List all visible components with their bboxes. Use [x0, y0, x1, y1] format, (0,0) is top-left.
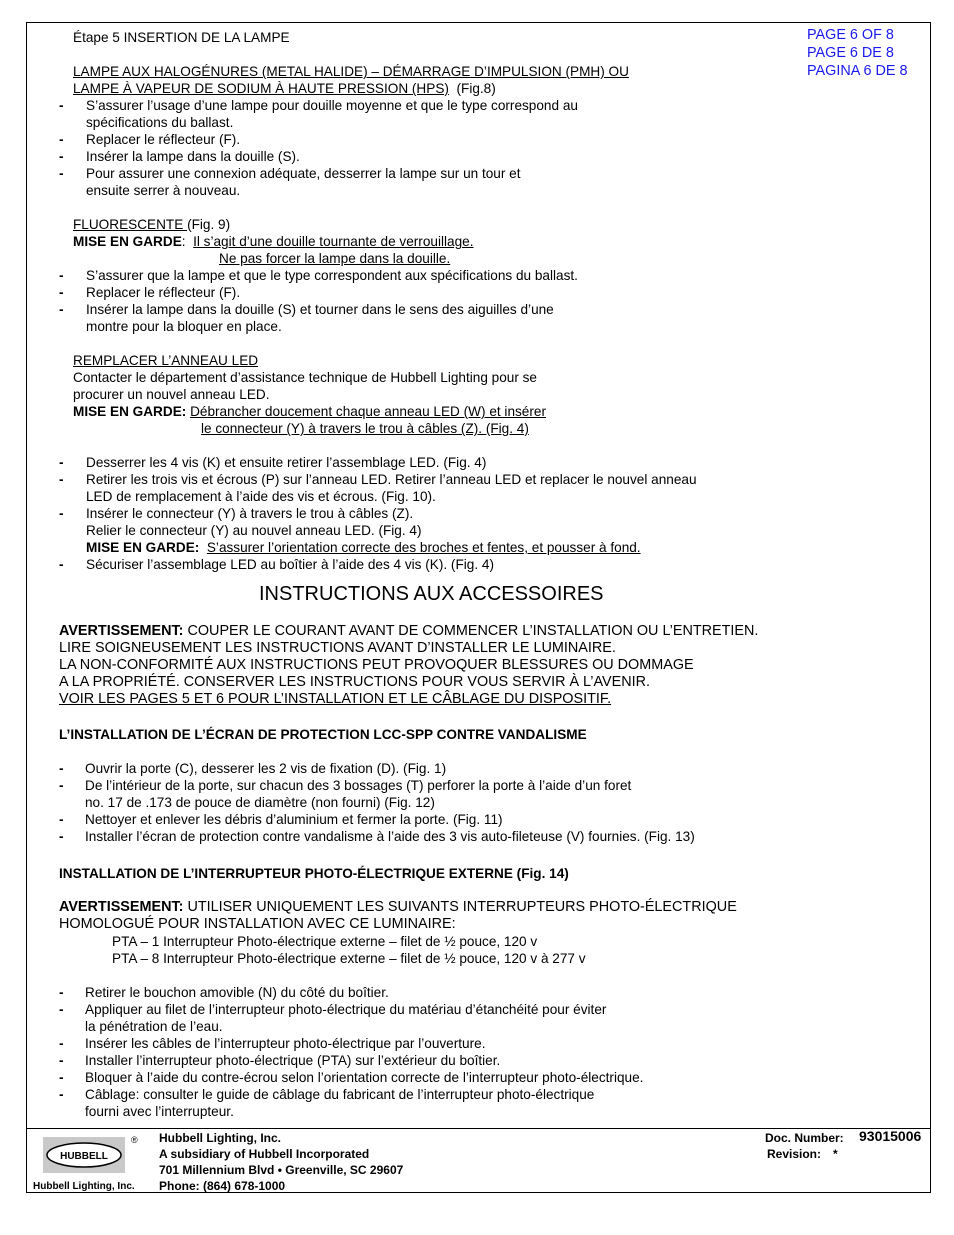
list-bullet: -: [59, 829, 64, 844]
fluorescent-caution-text-1: Il s’agit d’une douille tournante de verrouillage.: [193, 234, 474, 249]
warning-line-5: VOIR LES PAGES 5 ET 6 POUR L’INSTALLATION ET LE CÂBLAGE DU DISPOSITIF.: [59, 691, 612, 707]
list-item-line: Bloquer à l’aide du contre-écrou selon l’orientation correcte de l’interrupteur photo-électrique.: [85, 1070, 644, 1085]
list-item-line: S’assurer que la lampe et que le type correspondent aux spécifications du ballast.: [86, 268, 578, 283]
warning-line-2: LIRE SOIGNEUSEMENT LES INSTRUCTIONS AVANT D’INSTALLER LE LUMINAIRE.: [59, 640, 616, 656]
warning-line-1: [59, 623, 758, 640]
pta-1: PTA – 1 Interrupteur Photo-électrique externe – filet de ½ pouce, 120 v: [112, 934, 538, 949]
led-caution-2-text: S’assurer l’orientation correcte des broches et fentes, et pousser à fond.: [206, 540, 641, 555]
list-item-line: LED de remplacement à l’aide des vis et écrous. (Fig. 10).: [86, 489, 436, 504]
list-item-line: Insérer la lampe dans la douille (S).: [86, 149, 300, 164]
list-bullet: -: [59, 985, 64, 1000]
list-bullet: -: [59, 761, 64, 776]
photocell-heading: INSTALLATION DE L’INTERRUPTEUR PHOTO-ÉLECTRIQUE EXTERNE (Fig. 14): [59, 866, 569, 881]
page-number-es: PAGINA 6 DE 8: [807, 63, 908, 79]
list-bullet: -: [59, 149, 64, 164]
list-bullet: -: [59, 268, 64, 283]
list-item-line: S’assurer l’usage d’une lampe pour douille moyenne et que le type correspond au: [86, 98, 578, 113]
list-bullet: -: [59, 1087, 64, 1102]
warning-label: AVERTISSEMENT:: [59, 623, 184, 639]
fluorescent-fig: (Fig. 9): [187, 217, 231, 232]
logo-wordmark: HUBBELL: [60, 1151, 108, 1162]
led-caution: [73, 403, 546, 420]
list-item-line: Câblage: consulter le guide de câblage du fabricant de l’interrupteur photo-électrique: [85, 1087, 595, 1102]
list-item-line: De l’intérieur de la porte, sur chacun des 3 bossages (T) perforer la porte à l’aide d’un foret: [85, 778, 632, 793]
metal-halide-heading-2: LAMPE À VAPEUR DE SODIUM À HAUTE PRESSION (HPS): [73, 81, 449, 96]
list-bullet: -: [59, 557, 64, 572]
list-bullet: -: [59, 1070, 64, 1085]
footer-divider: [26, 1128, 931, 1129]
vandal-heading: L’INSTALLATION DE L’ÉCRAN DE PROTECTION LCC-SPP CONTRE VANDALISME: [59, 727, 587, 742]
doc-number-label: Doc. Number:: [765, 1131, 844, 1145]
doc-number: 93015006: [859, 1128, 922, 1144]
led-caution-label: MISE EN GARDE:: [73, 404, 187, 419]
list-item-line: Relier le connecteur (Y) au nouvel anneau LED. (Fig. 4): [86, 523, 422, 538]
led-contact-2: procurer un nouvel anneau LED.: [73, 387, 270, 402]
step-heading: Étape 5 INSERTION DE LA LAMPE: [73, 30, 290, 45]
list-item-line: Installer l’écran de protection contre vandalisme à l’aide des 3 vis auto-fileteuse (V) fournies. (Fig. 13): [85, 829, 695, 844]
list-bullet: -: [59, 98, 64, 113]
metal-halide-heading-1: LAMPE AUX HALOGÉNURES (METAL HALIDE) – DÉMARRAGE D’IMPULSION (PMH) OU: [73, 64, 629, 79]
list-bullet: -: [59, 132, 64, 147]
photocell-warning-2: HOMOLOGUÉ POUR INSTALLATION AVEC CE LUMINAIRE:: [59, 916, 456, 932]
list-item-line: fourni avec l’interrupteur.: [85, 1104, 234, 1119]
warning-line-4: A LA PROPRIÉTÉ. CONSERVER LES INSTRUCTIONS POUR VOUS SERVIR À L’AVENIR.: [59, 674, 650, 690]
hubbell-logo-graphic: [31, 1133, 141, 1193]
logo-caption: Hubbell Lighting, Inc.: [33, 1181, 135, 1192]
pta-8: PTA – 8 Interrupteur Photo-électrique externe – filet de ½ pouce, 120 v à 277 v: [112, 951, 586, 966]
list-item-line: Insérer les câbles de l’interrupteur photo-électrique par l’ouverture.: [85, 1036, 486, 1051]
list-item-line: Replacer le réflecteur (F).: [86, 285, 241, 300]
footer-phone: Phone: (864) 678-1000: [159, 1179, 286, 1193]
warning-line-3: LA NON-CONFORMITÉ AUX INSTRUCTIONS PEUT PROVOQUER BLESSURES OU DOMMAGE: [59, 657, 694, 673]
accessories-title: INSTRUCTIONS AUX ACCESSOIRES: [259, 583, 604, 605]
list-item-line: Ouvrir la porte (C), desserer les 2 vis de fixation (D). (Fig. 1): [85, 761, 447, 776]
list-bullet: -: [59, 472, 64, 487]
list-bullet: -: [59, 285, 64, 300]
list-bullet: -: [59, 166, 64, 181]
logo-registered-mark: ®: [131, 1135, 138, 1145]
revision-label: Revision:: [767, 1147, 822, 1161]
list-item-line: Insérer la lampe dans la douille (S) et tourner dans le sens des aiguilles d’une: [86, 302, 554, 317]
list-item-line: Desserrer les 4 vis (K) et ensuite retirer l’assemblage LED. (Fig. 4): [86, 455, 487, 470]
list-item-line: Appliquer au filet de l’interrupteur photo-électrique du matériau d’étanchéité pour éviter: [85, 1002, 607, 1017]
list-bullet: -: [59, 455, 64, 470]
metal-halide-fig: (Fig.8): [456, 81, 496, 96]
list-item-line: ensuite serrer à nouveau.: [86, 183, 241, 198]
list-bullet: -: [59, 1036, 64, 1051]
fluorescent-heading-line: [73, 216, 230, 233]
revision-value: *: [833, 1147, 838, 1161]
list-item-line: Insérer le connecteur (Y) à travers le trou à câbles (Z).: [86, 506, 414, 521]
fluorescent-caution-text-2: Ne pas forcer la lampe dans la douille.: [219, 251, 451, 266]
led-heading: REMPLACER L’ANNEAU LED: [73, 353, 259, 368]
fluorescent-heading: FLUORESCENTE: [73, 217, 188, 232]
metal-halide-heading-2-line: [73, 80, 496, 97]
list-bullet: -: [59, 778, 64, 793]
led-contact-1: Contacter le département d’assistance technique de Hubbell Lighting pour se: [73, 370, 537, 385]
photocell-warning-text-1: UTILISER UNIQUEMENT LES SUIVANTS INTERRUPTEURS PHOTO-ÉLECTRIQUE: [183, 899, 737, 915]
page-number-en: PAGE 6 OF 8: [807, 27, 894, 43]
fluorescent-caution-colon: :: [181, 234, 186, 249]
list-item-line: Nettoyer et enlever les débris d’aluminium et fermer la porte. (Fig. 11): [85, 812, 503, 827]
page-number-fr: PAGE 6 DE 8: [807, 45, 894, 61]
list-item-line: Retirer les trois vis et écrous (P) sur l’anneau LED. Retirer l’anneau LED et replacer le nouvel anneau: [86, 472, 697, 487]
list-bullet: -: [59, 1002, 64, 1017]
footer-company: Hubbell Lighting, Inc.: [159, 1131, 281, 1145]
led-caution-text-1: Débrancher doucement chaque anneau LED (W) et insérer: [190, 404, 546, 419]
list-bullet: -: [59, 302, 64, 317]
list-item-line: Sécuriser l’assemblage LED au boîtier à l’aide des 4 vis (K). (Fig. 4): [86, 557, 494, 572]
list-item-line: Pour assurer une connexion adéquate, desserrer la lampe sur un tour et: [86, 166, 521, 181]
led-caution-2-label: MISE EN GARDE:: [86, 540, 200, 555]
warning-text-1: COUPER LE COURANT AVANT DE COMMENCER L’INSTALLATION OU L’ENTRETIEN.: [183, 623, 759, 639]
list-bullet: -: [59, 506, 64, 521]
list-item-line: Retirer le bouchon amovible (N) du côté du boîtier.: [85, 985, 389, 1000]
photocell-warning-label: AVERTISSEMENT:: [59, 899, 184, 915]
list-item-line: Installer l’interrupteur photo-électrique (PTA) sur l’extérieur du boîtier.: [85, 1053, 501, 1068]
hubbell-logo: [31, 1133, 141, 1193]
led-caution-2: [86, 539, 641, 556]
list-bullet: -: [59, 812, 64, 827]
list-bullet: -: [59, 1053, 64, 1068]
fluorescent-caution: [73, 233, 473, 250]
footer-address: 701 Millennium Blvd • Greenville, SC 29607: [159, 1163, 404, 1177]
list-item-line: la pénétration de l’eau.: [85, 1019, 223, 1034]
photocell-warning-1: [59, 899, 737, 916]
list-item-line: no. 17 de .173 de pouce de diamètre (non fourni) (Fig. 12): [85, 795, 435, 810]
list-item-line: Replacer le réflecteur (F).: [86, 132, 241, 147]
list-item-line: montre pour la bloquer en place.: [86, 319, 282, 334]
footer-subsidiary: A subsidiary of Hubbell Incorporated: [159, 1147, 370, 1161]
fluorescent-caution-label: MISE EN GARDE: [73, 234, 182, 249]
list-item-line: spécifications du ballast.: [86, 115, 234, 130]
led-caution-text-2: le connecteur (Y) à travers le trou à câbles (Z). (Fig. 4): [201, 421, 529, 436]
